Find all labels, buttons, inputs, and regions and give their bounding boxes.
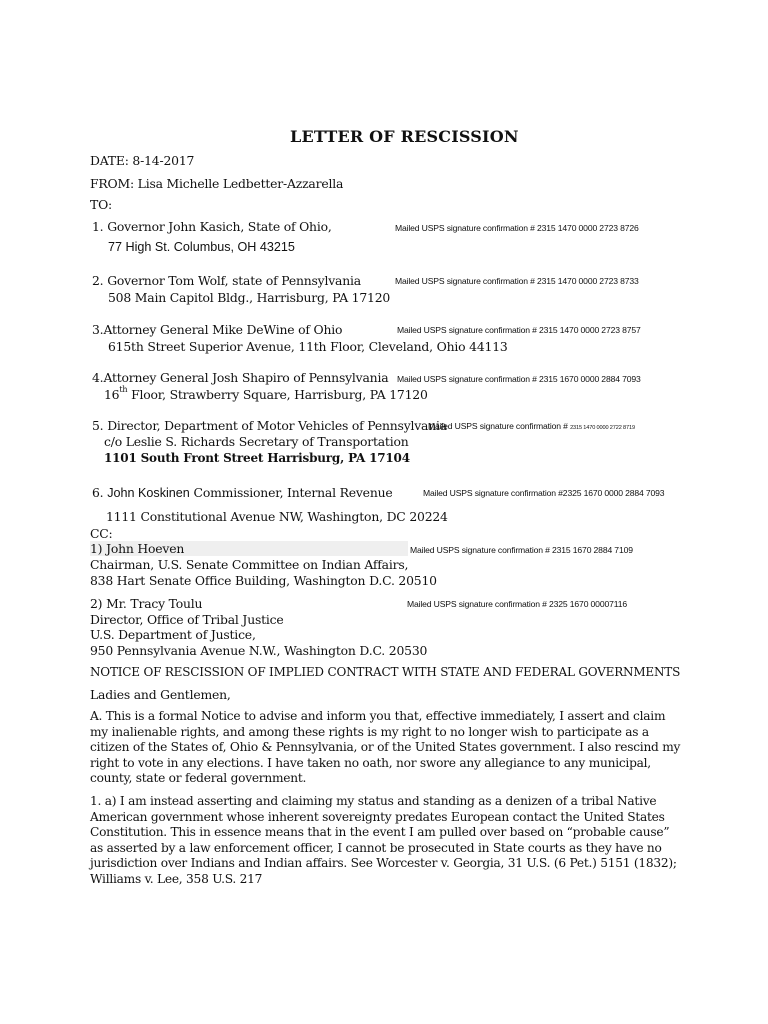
recipient-5-address-line2: 1101 South Front Street Harrisburg, PA 17104: [104, 451, 410, 465]
cc-label: CC:: [90, 526, 113, 541]
cc-2-mail-confirmation: Mailed USPS signature confirmation # 2325 1670 00007116: [407, 599, 627, 609]
recipient-6-address: 1111 Constitutional Avenue NW, Washington, DC 20224: [106, 509, 448, 524]
paragraph-1a: 1. a) I am instead asserting and claiming my status and standing as a denizen of a tribal Native American government whose inherent sovereignty predates European contact the United States Constitution. This in essence means that in the event I am pulled over based on “probable cause” as asserted by a law enforcement officer, I cannot be prosecuted in State courts as they have no jurisdiction over Indians and Indian affairs. See Worcester v. Georgia, 31 U.S. (6 Pet.) 5151 (1832); Williams v. Lee, 358 U.S. 217: [90, 794, 677, 886]
date-line: DATE: 8-14-2017: [90, 153, 195, 168]
to-label: TO:: [90, 197, 112, 212]
notice-heading: NOTICE OF RESCISSION OF IMPLIED CONTRACT WITH STATE AND FEDERAL GOVERNMENTS: [90, 665, 681, 679]
cc-1-address: 838 Hart Senate Office Building, Washington D.C. 20510: [90, 573, 437, 588]
cc-1-mail-confirmation: Mailed USPS signature confirmation # 2315 1670 2884 7109: [410, 545, 633, 555]
recipient-4-mail-confirmation: Mailed USPS signature confirmation # 2315 1670 0000 2884 7093: [397, 374, 641, 384]
recipient-2-address: 508 Main Capitol Bldg., Harrisburg, PA 17120: [108, 290, 391, 305]
cc-2-department: U.S. Department of Justice,: [90, 627, 256, 642]
recipient-6-mail-confirmation: Mailed USPS signature confirmation #2325 1670 0000 2884 7093: [423, 488, 665, 498]
cc-1-title: Chairman, U.S. Senate Committee on Indian Affairs,: [90, 557, 409, 572]
salutation: Ladies and Gentlemen,: [90, 687, 231, 702]
from-line: FROM: Lisa Michelle Ledbetter-Azzarella: [90, 176, 344, 191]
recipient-4-address: 16th Floor, Strawberry Square, Harrisburg, PA 17120: [104, 385, 428, 402]
paragraph-a: A. This is a formal Notice to advise and inform you that, effective immediately, I assert and claim my inalienable rights, and among these rights is my right to no longer wish to participate as a citizen of the States of, Ohio & Pennsylvania, or of the United States government. I also rescind my right to vote in any elections. I have taken no oath, nor swore any allegiance to any municipal, county, state or federal government.: [90, 709, 681, 786]
recipient-5-name: 5. Director, Department of Motor Vehicles of Pennsylvania: [92, 418, 447, 433]
recipient-2-mail-confirmation: Mailed USPS signature confirmation # 2315 1470 0000 2723 8733: [395, 276, 639, 286]
recipient-4-name: 4.Attorney General Josh Shapiro of Pennsylvania: [92, 370, 389, 385]
recipient-5-mail-confirmation: Mailed USPS signature confirmation # 2315 1470 0000 2722 8719: [428, 421, 635, 431]
recipient-5-address-line1: c/o Leslie S. Richards Secretary of Transportation: [104, 434, 409, 449]
recipient-3-name: 3.Attorney General Mike DeWine of Ohio: [92, 322, 343, 337]
recipient-2-name: 2. Governor Tom Wolf, state of Pennsylvania: [92, 273, 361, 288]
cc-2-address: 950 Pennsylvania Avenue N.W., Washington D.C. 20530: [90, 643, 428, 658]
recipient-1-name: 1. Governor John Kasich, State of Ohio,: [92, 219, 332, 234]
recipient-6-name: 6. John Koskinen Commissioner, Internal Revenue: [92, 485, 393, 500]
letter-title: LETTER OF RESCISSION: [290, 127, 519, 146]
recipient-1-address: 77 High St. Columbus, OH 43215: [108, 240, 295, 254]
recipient-3-address: 615th Street Superior Avenue, 11th Floor, Cleveland, Ohio 44113: [108, 339, 508, 354]
cc-2-title: Director, Office of Tribal Justice: [90, 612, 284, 627]
recipient-3-mail-confirmation: Mailed USPS signature confirmation # 2315 1470 0000 2723 8757: [397, 325, 641, 335]
recipient-1-mail-confirmation: Mailed USPS signature confirmation # 2315 1470 0000 2723 8726: [395, 223, 639, 233]
cc-1-name: 1) John Hoeven: [90, 541, 408, 556]
cc-2-name: 2) Mr. Tracy Toulu: [90, 596, 203, 611]
